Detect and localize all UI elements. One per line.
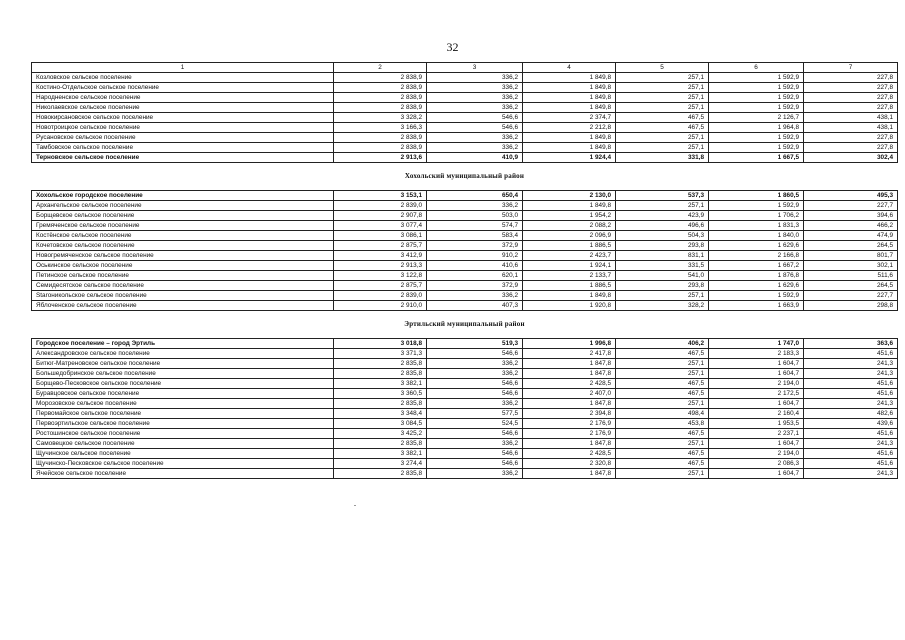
value-col-3: 336,2 xyxy=(427,439,523,449)
value-col-6: 1 592,9 xyxy=(709,291,804,301)
value-col-5: 496,6 xyxy=(616,221,709,231)
value-col-6: 1 592,9 xyxy=(709,93,804,103)
table-row xyxy=(32,449,898,459)
value-col-3: 336,2 xyxy=(427,201,523,211)
table-row xyxy=(32,349,898,359)
table-row xyxy=(32,359,898,369)
value-col-2: 2 838,9 xyxy=(334,93,427,103)
settlement-name: Козловское сельское поселение xyxy=(32,73,334,83)
settlement-name: Щучинское сельское поселение xyxy=(32,449,334,459)
value-col-4: 2 133,7 xyxy=(523,271,616,281)
table-row xyxy=(32,103,898,113)
value-col-2: 2 913,6 xyxy=(334,153,427,163)
settlement-name: Костёнское сельское поселение xyxy=(32,231,334,241)
value-col-2: 2 838,9 xyxy=(334,73,427,83)
table-row xyxy=(32,221,898,231)
value-col-4: 2 176,9 xyxy=(523,429,616,439)
value-col-5: 423,9 xyxy=(616,211,709,221)
settlement-name: Гремяченское сельское поселение xyxy=(32,221,334,231)
value-col-4: 2 428,5 xyxy=(523,449,616,459)
value-col-2: 3 382,1 xyxy=(334,379,427,389)
value-col-6: 1 592,9 xyxy=(709,143,804,153)
value-col-3: 546,6 xyxy=(427,123,523,133)
value-col-7: 227,8 xyxy=(804,143,898,153)
value-col-5: 541,0 xyxy=(616,271,709,281)
value-col-4: 1 849,8 xyxy=(523,103,616,113)
value-col-2: 2 839,0 xyxy=(334,201,427,211)
value-col-7: 451,6 xyxy=(804,389,898,399)
value-col-7: 451,6 xyxy=(804,429,898,439)
value-col-7: 451,6 xyxy=(804,349,898,359)
value-col-3: 519,3 xyxy=(427,339,523,349)
table-row xyxy=(32,291,898,301)
value-col-2: 3 328,2 xyxy=(334,113,427,123)
settlement-name: Staroникольское сельское поселение xyxy=(32,291,334,301)
table-row xyxy=(32,469,898,479)
value-col-3: 583,4 xyxy=(427,231,523,241)
value-col-3: 336,2 xyxy=(427,103,523,113)
table-row xyxy=(32,83,898,93)
value-col-2: 2 910,0 xyxy=(334,301,427,311)
value-col-4: 2 212,8 xyxy=(523,123,616,133)
value-col-4: 1 954,2 xyxy=(523,211,616,221)
value-col-6: 2 194,0 xyxy=(709,379,804,389)
value-col-5: 504,3 xyxy=(616,231,709,241)
value-col-3: 620,1 xyxy=(427,271,523,281)
settlement-name: Хохольское городское поселение xyxy=(32,191,334,201)
header-row xyxy=(32,63,898,73)
value-col-7: 241,3 xyxy=(804,369,898,379)
section-heading: Хохольский муниципальный район xyxy=(32,163,898,191)
table-row xyxy=(32,301,898,311)
value-col-5: 293,8 xyxy=(616,281,709,291)
table-row xyxy=(32,409,898,419)
value-col-3: 503,0 xyxy=(427,211,523,221)
value-col-5: 257,1 xyxy=(616,73,709,83)
table-row xyxy=(32,241,898,251)
value-col-5: 257,1 xyxy=(616,399,709,409)
value-col-4: 1 847,8 xyxy=(523,369,616,379)
value-col-6: 1 604,7 xyxy=(709,469,804,479)
value-col-5: 257,1 xyxy=(616,369,709,379)
value-col-3: 336,2 xyxy=(427,291,523,301)
value-col-6: 1 840,0 xyxy=(709,231,804,241)
settlement-name: Оськинское сельское поселение xyxy=(32,261,334,271)
value-col-6: 1 706,2 xyxy=(709,211,804,221)
value-col-7: 227,7 xyxy=(804,201,898,211)
value-col-7: 264,5 xyxy=(804,241,898,251)
value-col-3: 577,5 xyxy=(427,409,523,419)
value-col-5: 257,1 xyxy=(616,469,709,479)
value-col-6: 1 592,9 xyxy=(709,201,804,211)
value-col-6: 1 964,8 xyxy=(709,123,804,133)
value-col-6: 2 166,8 xyxy=(709,251,804,261)
value-col-4: 1 849,8 xyxy=(523,73,616,83)
value-col-6: 1 604,7 xyxy=(709,439,804,449)
value-col-7: 438,1 xyxy=(804,123,898,133)
value-col-4: 1 847,8 xyxy=(523,439,616,449)
table-row xyxy=(32,339,898,349)
value-col-2: 3 084,5 xyxy=(334,419,427,429)
settlement-name: Самовецкое сельское поселение xyxy=(32,439,334,449)
value-col-5: 467,5 xyxy=(616,449,709,459)
value-col-2: 2 835,8 xyxy=(334,359,427,369)
value-col-6: 1 604,7 xyxy=(709,399,804,409)
value-col-2: 3 274,4 xyxy=(334,459,427,469)
settlement-name: Кочетовское сельское поселение xyxy=(32,241,334,251)
table-row xyxy=(32,113,898,123)
table-row xyxy=(32,399,898,409)
value-col-6: 1 629,6 xyxy=(709,281,804,291)
value-col-7: 438,1 xyxy=(804,113,898,123)
value-col-2: 3 122,8 xyxy=(334,271,427,281)
value-col-2: 2 838,9 xyxy=(334,143,427,153)
value-col-6: 1 592,9 xyxy=(709,133,804,143)
scan-speck xyxy=(354,505,356,506)
value-col-3: 336,2 xyxy=(427,83,523,93)
section-heading-row xyxy=(32,311,898,339)
value-col-3: 546,6 xyxy=(427,349,523,359)
value-col-7: 227,8 xyxy=(804,103,898,113)
value-col-4: 1 849,8 xyxy=(523,93,616,103)
value-col-4: 2 176,9 xyxy=(523,419,616,429)
table-row xyxy=(32,211,898,221)
value-col-7: 482,6 xyxy=(804,409,898,419)
table-row xyxy=(32,271,898,281)
settlement-name: Битюг-Матреновское сельское поселение xyxy=(32,359,334,369)
settlement-name: Новогремяченское сельское поселение xyxy=(32,251,334,261)
value-col-3: 336,2 xyxy=(427,399,523,409)
value-col-7: 801,7 xyxy=(804,251,898,261)
settlement-name: Первоэртильское сельское поселение xyxy=(32,419,334,429)
table-row xyxy=(32,261,898,271)
value-col-2: 2 913,3 xyxy=(334,261,427,271)
table-row xyxy=(32,133,898,143)
data-table xyxy=(31,62,898,479)
value-col-5: 257,1 xyxy=(616,103,709,113)
value-col-3: 336,2 xyxy=(427,469,523,479)
value-col-5: 257,1 xyxy=(616,83,709,93)
value-col-5: 257,1 xyxy=(616,291,709,301)
table-row xyxy=(32,459,898,469)
value-col-3: 650,4 xyxy=(427,191,523,201)
value-col-7: 302,1 xyxy=(804,261,898,271)
value-col-2: 3 425,2 xyxy=(334,429,427,439)
value-col-3: 410,6 xyxy=(427,261,523,271)
value-col-6: 1 831,3 xyxy=(709,221,804,231)
value-col-7: 511,6 xyxy=(804,271,898,281)
value-col-6: 1 592,9 xyxy=(709,103,804,113)
value-col-2: 2 835,8 xyxy=(334,439,427,449)
value-col-2: 3 086,1 xyxy=(334,231,427,241)
value-col-5: 331,8 xyxy=(616,153,709,163)
settlement-name: Борщевское сельское поселение xyxy=(32,211,334,221)
settlement-name: Первомайское сельское поселение xyxy=(32,409,334,419)
column-header: 5 xyxy=(616,63,709,73)
table-row xyxy=(32,201,898,211)
settlement-name: Ячейское сельское поселение xyxy=(32,469,334,479)
value-col-3: 546,6 xyxy=(427,389,523,399)
settlement-name: Народненское сельское поселение xyxy=(32,93,334,103)
value-col-7: 241,3 xyxy=(804,399,898,409)
settlement-name: Петинское сельское поселение xyxy=(32,271,334,281)
value-col-2: 2 875,7 xyxy=(334,281,427,291)
value-col-3: 407,3 xyxy=(427,301,523,311)
value-col-4: 2 088,2 xyxy=(523,221,616,231)
settlement-name: Ростошинское сельское поселение xyxy=(32,429,334,439)
value-col-3: 574,7 xyxy=(427,221,523,231)
value-col-7: 363,6 xyxy=(804,339,898,349)
value-col-2: 2 839,0 xyxy=(334,291,427,301)
table-row xyxy=(32,73,898,83)
table-row xyxy=(32,369,898,379)
value-col-3: 336,2 xyxy=(427,73,523,83)
value-col-2: 3 371,3 xyxy=(334,349,427,359)
value-col-4: 1 849,8 xyxy=(523,291,616,301)
value-col-3: 410,9 xyxy=(427,153,523,163)
value-col-5: 467,5 xyxy=(616,429,709,439)
value-col-6: 1 592,9 xyxy=(709,83,804,93)
value-col-4: 1 849,8 xyxy=(523,143,616,153)
value-col-5: 467,5 xyxy=(616,379,709,389)
value-col-7: 451,6 xyxy=(804,459,898,469)
value-col-3: 910,2 xyxy=(427,251,523,261)
value-col-3: 336,2 xyxy=(427,93,523,103)
value-col-6: 1 629,6 xyxy=(709,241,804,251)
value-col-6: 1 604,7 xyxy=(709,369,804,379)
table-row xyxy=(32,429,898,439)
value-col-2: 2 907,8 xyxy=(334,211,427,221)
column-header: 2 xyxy=(334,63,427,73)
value-col-4: 1 886,5 xyxy=(523,281,616,291)
value-col-4: 1 847,8 xyxy=(523,399,616,409)
table-row xyxy=(32,379,898,389)
value-col-7: 298,8 xyxy=(804,301,898,311)
value-col-7: 241,3 xyxy=(804,439,898,449)
value-col-5: 257,1 xyxy=(616,143,709,153)
section-heading-row xyxy=(32,163,898,191)
settlement-name: Буравцовское сельское поселение xyxy=(32,389,334,399)
value-col-7: 227,8 xyxy=(804,73,898,83)
value-col-3: 336,2 xyxy=(427,369,523,379)
value-col-2: 3 382,1 xyxy=(334,449,427,459)
section-heading: Эртильский муниципальный район xyxy=(32,311,898,339)
value-col-6: 1 747,0 xyxy=(709,339,804,349)
value-col-4: 1 849,8 xyxy=(523,133,616,143)
value-col-7: 264,5 xyxy=(804,281,898,291)
settlement-name: Николаевское сельское поселение xyxy=(32,103,334,113)
value-col-3: 336,2 xyxy=(427,133,523,143)
value-col-7: 227,8 xyxy=(804,93,898,103)
value-col-5: 453,8 xyxy=(616,419,709,429)
value-col-4: 1 849,8 xyxy=(523,201,616,211)
table-row xyxy=(32,251,898,261)
value-col-2: 2 838,9 xyxy=(334,133,427,143)
value-col-5: 257,1 xyxy=(616,439,709,449)
value-col-6: 2 183,3 xyxy=(709,349,804,359)
value-col-5: 257,1 xyxy=(616,359,709,369)
column-header: 3 xyxy=(427,63,523,73)
value-col-4: 2 407,0 xyxy=(523,389,616,399)
value-col-7: 302,4 xyxy=(804,153,898,163)
value-col-4: 2 374,7 xyxy=(523,113,616,123)
settlement-name: Борщево-Песковское сельское поселение xyxy=(32,379,334,389)
value-col-2: 3 153,1 xyxy=(334,191,427,201)
table-row xyxy=(32,419,898,429)
table-body xyxy=(32,73,898,479)
value-col-2: 2 835,8 xyxy=(334,399,427,409)
settlement-name: Щучинско-Песковское сельское поселение xyxy=(32,459,334,469)
value-col-4: 2 428,5 xyxy=(523,379,616,389)
value-col-2: 2 835,8 xyxy=(334,369,427,379)
value-col-2: 2 838,9 xyxy=(334,83,427,93)
value-col-2: 3 018,8 xyxy=(334,339,427,349)
value-col-6: 2 126,7 xyxy=(709,113,804,123)
settlement-name: Яблоченское сельское поселение xyxy=(32,301,334,311)
value-col-3: 524,5 xyxy=(427,419,523,429)
settlement-name: Большедобринское сельское поселение xyxy=(32,369,334,379)
table-row xyxy=(32,153,898,163)
value-col-5: 257,1 xyxy=(616,201,709,211)
value-col-2: 3 077,4 xyxy=(334,221,427,231)
value-col-3: 546,6 xyxy=(427,429,523,439)
value-col-7: 451,6 xyxy=(804,379,898,389)
value-col-5: 831,1 xyxy=(616,251,709,261)
table-row xyxy=(32,191,898,201)
value-col-5: 328,2 xyxy=(616,301,709,311)
value-col-6: 1 592,9 xyxy=(709,73,804,83)
value-col-4: 2 130,0 xyxy=(523,191,616,201)
value-col-4: 1 920,8 xyxy=(523,301,616,311)
settlement-name: Терновское сельское поселение xyxy=(32,153,334,163)
value-col-4: 1 996,8 xyxy=(523,339,616,349)
value-col-5: 467,5 xyxy=(616,389,709,399)
value-col-4: 2 320,8 xyxy=(523,459,616,469)
settlement-name: Костино-Отдельское сельское поселение xyxy=(32,83,334,93)
value-col-4: 1 847,8 xyxy=(523,469,616,479)
value-col-7: 439,6 xyxy=(804,419,898,429)
value-col-3: 372,9 xyxy=(427,281,523,291)
value-col-4: 1 847,8 xyxy=(523,359,616,369)
table-row xyxy=(32,143,898,153)
value-col-6: 2 172,5 xyxy=(709,389,804,399)
value-col-5: 467,5 xyxy=(616,113,709,123)
column-header: 7 xyxy=(804,63,898,73)
value-col-5: 467,5 xyxy=(616,459,709,469)
value-col-3: 546,6 xyxy=(427,113,523,123)
value-col-5: 467,5 xyxy=(616,349,709,359)
value-col-5: 331,5 xyxy=(616,261,709,271)
column-header: 4 xyxy=(523,63,616,73)
value-col-4: 2 423,7 xyxy=(523,251,616,261)
settlement-name: Семидесятское сельское поселение xyxy=(32,281,334,291)
settlement-name: Морозовское сельское поселение xyxy=(32,399,334,409)
settlement-name: Архангельское сельское поселение xyxy=(32,201,334,211)
value-col-5: 498,4 xyxy=(616,409,709,419)
value-col-7: 227,7 xyxy=(804,291,898,301)
value-col-2: 3 166,3 xyxy=(334,123,427,133)
value-col-7: 474,9 xyxy=(804,231,898,241)
table-row xyxy=(32,389,898,399)
value-col-2: 3 412,9 xyxy=(334,251,427,261)
value-col-3: 546,6 xyxy=(427,459,523,469)
value-col-7: 241,3 xyxy=(804,469,898,479)
value-col-2: 3 348,4 xyxy=(334,409,427,419)
value-col-6: 2 237,1 xyxy=(709,429,804,439)
value-col-4: 1 886,5 xyxy=(523,241,616,251)
value-col-6: 1 663,9 xyxy=(709,301,804,311)
value-col-5: 293,8 xyxy=(616,241,709,251)
value-col-5: 257,1 xyxy=(616,93,709,103)
value-col-2: 3 360,5 xyxy=(334,389,427,399)
value-col-3: 336,2 xyxy=(427,143,523,153)
value-col-4: 1 849,8 xyxy=(523,83,616,93)
table-row xyxy=(32,123,898,133)
value-col-2: 2 835,8 xyxy=(334,469,427,479)
table-row xyxy=(32,93,898,103)
value-col-3: 546,6 xyxy=(427,379,523,389)
settlement-name: Тамбовское сельское поселение xyxy=(32,143,334,153)
value-col-7: 394,6 xyxy=(804,211,898,221)
value-col-6: 1 953,5 xyxy=(709,419,804,429)
column-header: 1 xyxy=(32,63,334,73)
value-col-4: 2 096,9 xyxy=(523,231,616,241)
table-row xyxy=(32,439,898,449)
value-col-6: 2 086,3 xyxy=(709,459,804,469)
settlement-name: Новотроицкое сельское поселение xyxy=(32,123,334,133)
value-col-7: 227,8 xyxy=(804,83,898,93)
value-col-4: 1 924,1 xyxy=(523,261,616,271)
value-col-4: 2 417,8 xyxy=(523,349,616,359)
value-col-7: 227,8 xyxy=(804,133,898,143)
value-col-6: 2 194,0 xyxy=(709,449,804,459)
settlement-name: Новокирсановское сельское поселение xyxy=(32,113,334,123)
value-col-3: 546,6 xyxy=(427,449,523,459)
value-col-6: 1 667,5 xyxy=(709,153,804,163)
table-row xyxy=(32,281,898,291)
value-col-5: 257,1 xyxy=(616,133,709,143)
value-col-7: 241,3 xyxy=(804,359,898,369)
value-col-3: 372,9 xyxy=(427,241,523,251)
value-col-3: 336,2 xyxy=(427,359,523,369)
settlement-name: Городское поселение – город Эртиль xyxy=(32,339,334,349)
table-row xyxy=(32,231,898,241)
value-col-7: 451,6 xyxy=(804,449,898,459)
value-col-4: 2 394,8 xyxy=(523,409,616,419)
value-col-6: 1 876,8 xyxy=(709,271,804,281)
value-col-4: 1 924,4 xyxy=(523,153,616,163)
value-col-2: 2 875,7 xyxy=(334,241,427,251)
value-col-7: 466,2 xyxy=(804,221,898,231)
page-number: 32 xyxy=(446,40,459,54)
value-col-5: 467,5 xyxy=(616,123,709,133)
value-col-6: 2 160,4 xyxy=(709,409,804,419)
value-col-6: 1 604,7 xyxy=(709,359,804,369)
value-col-5: 537,3 xyxy=(616,191,709,201)
column-header: 6 xyxy=(709,63,804,73)
value-col-6: 1 860,5 xyxy=(709,191,804,201)
value-col-6: 1 667,2 xyxy=(709,261,804,271)
settlement-name: Александровское сельское поселение xyxy=(32,349,334,359)
value-col-7: 495,3 xyxy=(804,191,898,201)
settlement-name: Русановское сельское поселение xyxy=(32,133,334,143)
value-col-2: 2 838,9 xyxy=(334,103,427,113)
value-col-5: 406,2 xyxy=(616,339,709,349)
